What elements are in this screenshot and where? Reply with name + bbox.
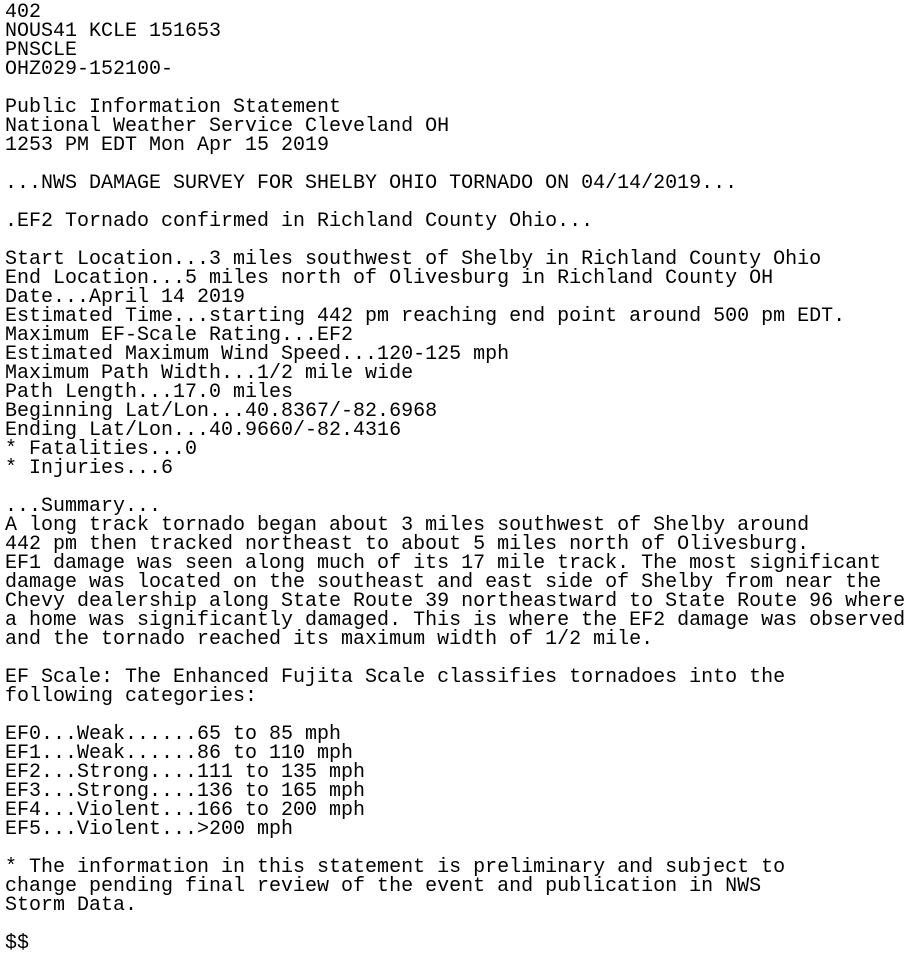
summary-line: and the tornado reached its maximum width of 1/2 mile. bbox=[5, 628, 654, 651]
end-location: End Location...5 miles north of Olivesburg in Richland County OH bbox=[5, 267, 774, 290]
headline: ...NWS DAMAGE SURVEY FOR SHELBY OHIO TORNADO ON 04/14/2019... bbox=[5, 172, 738, 195]
nws-statement-text bbox=[5, 3, 907, 953]
zone-code-line: OHZ029-152100- bbox=[5, 58, 174, 81]
disclaimer-line: * The information in this statement is preliminary and subject to bbox=[5, 856, 786, 879]
max-path-width: Maximum Path Width...1/2 mile wide bbox=[5, 362, 414, 385]
end-of-product-marker: $$ bbox=[5, 932, 30, 955]
summary-line: a home was significantly damaged. This is where the EF2 damage was observed bbox=[5, 609, 906, 632]
disclaimer-line: change pending final review of the event and publication in NWS bbox=[5, 875, 762, 898]
summary-line: A long track tornado began about 3 miles southwest of Shelby around bbox=[5, 514, 810, 537]
injuries: * Injuries...6 bbox=[5, 457, 174, 480]
path-length: Path Length...17.0 miles bbox=[5, 381, 294, 404]
blank-line bbox=[5, 915, 907, 934]
issue-time: 1253 PM EDT Mon Apr 15 2019 bbox=[5, 134, 330, 157]
ef-scale-row: EF2...Strong....111 to 135 mph bbox=[5, 761, 366, 784]
wmo-header-line: NOUS41 KCLE 151653 bbox=[5, 20, 222, 43]
awips-id-line: PNSCLE bbox=[5, 39, 78, 62]
ef-scale-row: EF1...Weak......86 to 110 mph bbox=[5, 742, 354, 765]
summary-line: damage was located on the southeast and east side of Shelby from near the bbox=[5, 571, 882, 594]
summary-line: 442 pm then tracked northeast to about 5 miles north of Olivesburg. bbox=[5, 533, 810, 556]
start-location: Start Location...3 miles southwest of Shelby in Richland County Ohio bbox=[5, 248, 822, 271]
summary-line: Chevy dealership along State Route 39 northeastward to State Route 96 where bbox=[5, 590, 906, 613]
ending-lat-lon: Ending Lat/Lon...40.9660/-82.4316 bbox=[5, 419, 402, 442]
estimated-time: Estimated Time...starting 442 pm reaching end point around 500 pm EDT. bbox=[5, 305, 846, 328]
ef-scale-intro: following categories: bbox=[5, 685, 258, 708]
ef-scale-row: EF3...Strong....136 to 165 mph bbox=[5, 780, 366, 803]
product-id-line: 402 bbox=[5, 1, 42, 24]
beginning-lat-lon: Beginning Lat/Lon...40.8367/-82.6968 bbox=[5, 400, 438, 423]
event-date: Date...April 14 2019 bbox=[5, 286, 246, 309]
ef-rating: Maximum EF-Scale Rating...EF2 bbox=[5, 324, 354, 347]
issuing-office: National Weather Service Cleveland OH bbox=[5, 115, 450, 138]
subheadline: .EF2 Tornado confirmed in Richland County Ohio... bbox=[5, 210, 594, 233]
fatalities: * Fatalities...0 bbox=[5, 438, 198, 461]
ef-scale-intro: EF Scale: The Enhanced Fujita Scale classifies tornadoes into the bbox=[5, 666, 786, 689]
summary-heading: ...Summary... bbox=[5, 495, 162, 518]
disclaimer-line: Storm Data. bbox=[5, 894, 138, 917]
ef-scale-row: EF4...Violent...166 to 200 mph bbox=[5, 799, 366, 822]
ef-scale-row: EF0...Weak......65 to 85 mph bbox=[5, 723, 342, 746]
max-wind-speed: Estimated Maximum Wind Speed...120-125 mph bbox=[5, 343, 510, 366]
ef-scale-row: EF5...Violent...>200 mph bbox=[5, 818, 294, 841]
statement-title: Public Information Statement bbox=[5, 96, 342, 119]
summary-line: EF1 damage was seen along much of its 17 mile track. The most significant bbox=[5, 552, 882, 575]
